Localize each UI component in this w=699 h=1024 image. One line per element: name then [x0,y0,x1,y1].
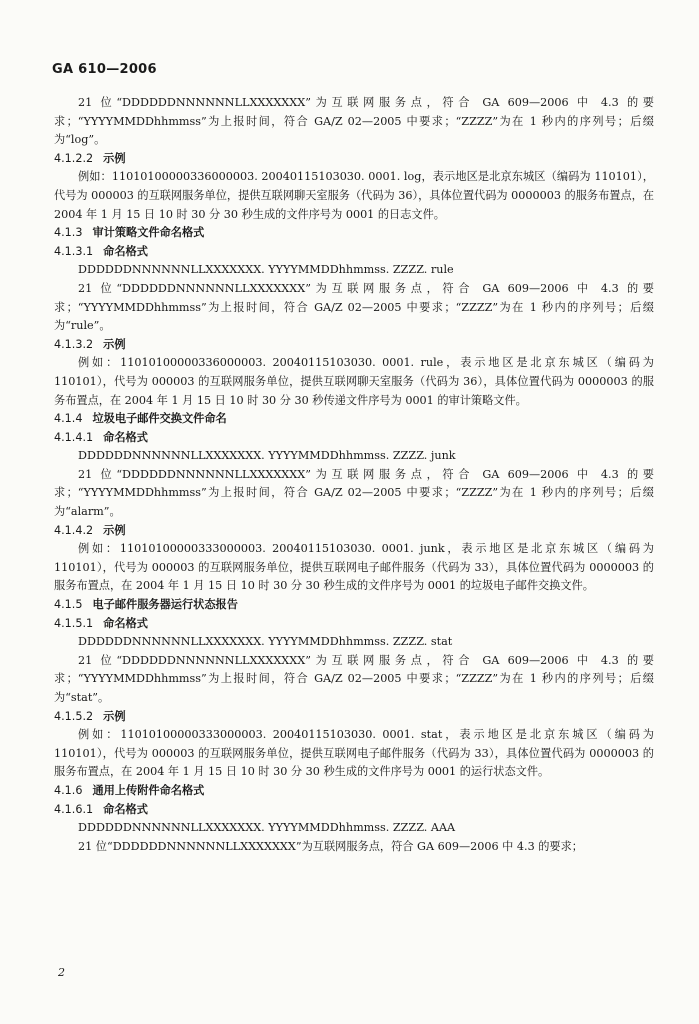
section-title: 通用上传附件命名格式 [92,783,205,797]
section-heading [54,615,654,634]
section-heading [54,429,654,448]
section-title: 电子邮件服务器运行状态报告 [92,598,238,612]
section-title: 命名格式 [103,430,148,444]
section-title: 示例 [103,337,126,351]
section-heading [54,336,654,355]
section-heading [54,708,654,727]
body-paragraph: 21 位“DDDDDDNNNNNNLLXXXXXXX”为互联网服务点，符合 GA 609—2006 中 4.3 的要求；“YYYYMMDDhhmmss”为上报时间，符合 GA/Z 02—2005 中要求；“ZZZZ”为在 1 秒内的序列号；后缀为“stat”。 [54,653,654,704]
section-number: 4.1.5.2 [54,709,94,723]
section-heading [54,801,654,820]
body-paragraph: 例如：11010100000333000003. 20040115103030. 0001. stat，表示地区是北京东城区（编码为 110101），代号为 000003 的互联网服务单位，提供互联网电子邮件服务（代码为 33），具体位置代码为 0000003 的服务布置点，在 2004 年 1 月 15 日 10 时 30 分 30 秒生成的文件序号为 0001 的运行状态文件。 [54,728,654,779]
section-heading [54,150,654,169]
section-number: 4.1.4.2 [54,523,94,537]
section-title: 示例 [103,709,126,723]
standard-code-header: GA 610—2006 [52,62,157,77]
section-number: 4.1.3 [54,226,83,240]
section-title: 命名格式 [103,802,148,816]
body-paragraph: 21 位“DDDDDDNNNNNNLLXXXXXXX”为互联网服务点，符合 GA 609—2006 中 4.3 的要求；“YYYYMMDDhhmmss”为上报时间，符合 GA/Z 02—2005 中要求；“ZZZZ”为在 1 秒内的序列号；后缀为“log”。 [54,96,654,147]
section-heading [54,522,654,541]
section-title: 示例 [103,523,126,537]
section-heading [54,782,654,801]
section-number: 4.1.4 [54,412,83,426]
body-paragraph: 例如：11010100000336000003. 20040115103030. 0001. rule，表示地区是北京东城区（编码为 110101），代号为 000003 的互联网服务单位，提供互联网聊天室服务（代码为 36），具体位置代码为 0000003 的服务布置点，在 2004 年 1 月 15 日 10 时 30 分 30 秒传递文件序号为 0001 的审计策略文件。 [54,356,654,407]
section-title: 审计策略文件命名格式 [92,226,205,240]
section-number: 4.1.2.2 [54,151,94,165]
section-heading [54,243,654,262]
body-paragraph: 21 位“DDDDDDNNNNNNLLXXXXXXX”为互联网服务点，符合 GA 609—2006 中 4.3 的要求；“YYYYMMDDhhmmss”为上报时间，符合 GA/Z 02—2005 中要求；“ZZZZ”为在 1 秒内的序列号；后缀为“rule”。 [54,281,654,333]
body-paragraph: 21 位“DDDDDDNNNNNNLLXXXXXXX”为互联网服务点，符合 GA 609—2006 中 4.3 的要求； [78,839,583,853]
file-name-format: DDDDDDNNNNNNLLXXXXXXX. YYYYMMDDhhmmss. ZZZZ. junk [78,449,456,463]
page-number: 2 [58,966,65,979]
section-title: 命名格式 [103,244,148,258]
body-paragraph: 21 位“DDDDDDNNNNNNLLXXXXXXX”为互联网服务点，符合 GA 609—2006 中 4.3 的要求；“YYYYMMDDhhmmss”为上报时间，符合 GA/Z 02—2005 中要求；“ZZZZ”为在 1 秒内的序列号；后缀为“alarm”。 [54,467,654,519]
file-name-format: DDDDDDNNNNNNLLXXXXXXX. YYYYMMDDhhmmss. ZZZZ. stat [78,635,453,649]
body-paragraph: 例如：11010100000336000003. 20040115103030. 0001. log，表示地区是北京东城区（编码为 110101），代号为 000003 的互联网服务单位，提供互联网聊天室服务（代码为 36），具体位置代码为 0000003 的服务布置点，在 2004 年 1 月 15 日 10 时 30 分 30 秒生成的文件序号为 0001 的日志文件。 [54,170,655,221]
section-number: 4.1.3.2 [54,337,94,351]
section-heading [54,596,654,615]
section-number: 4.1.6 [54,783,83,797]
body-paragraph: 例如：11010100000333000003. 20040115103030. 0001. junk，表示地区是北京东城区（编码为 110101），代号为 000003 的互联网服务单位，提供互联网电子邮件服务（代码为 33），具体位置代码为 0000003 的服务布置点，在 2004 年 1 月 15 日 10 时 30 分 30 秒生成的文件序号为 0001 的垃圾电子邮件交换文件。 [54,542,654,593]
section-title: 垃圾电子邮件交换文件命名 [92,412,227,426]
section-number: 4.1.6.1 [54,802,94,816]
section-heading [54,224,654,243]
section-number: 4.1.4.1 [54,430,94,444]
section-heading [54,410,654,429]
section-number: 4.1.3.1 [54,244,94,258]
section-number: 4.1.5 [54,598,83,612]
section-title: 命名格式 [103,616,148,630]
section-number: 4.1.5.1 [54,616,94,630]
section-title: 示例 [103,151,126,165]
file-name-format: DDDDDDNNNNNNLLXXXXXXX. YYYYMMDDhhmmss. ZZZZ. AAA [78,821,456,835]
file-name-format: DDDDDDNNNNNNLLXXXXXXX. YYYYMMDDhhmmss. ZZZZ. rule [78,263,454,277]
document-body [54,94,654,856]
